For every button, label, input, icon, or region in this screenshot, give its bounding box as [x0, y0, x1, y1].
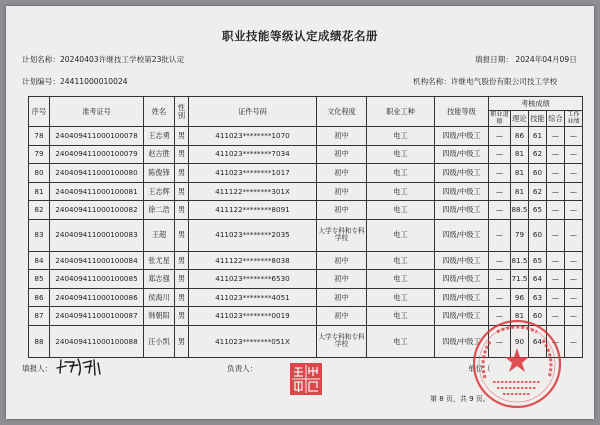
table-row [29, 251, 583, 270]
exam-no-cell: 240409411000100083 [50, 219, 144, 251]
theory-score-cell: 88.5 [511, 201, 529, 220]
gender-cell: 男 [175, 288, 189, 307]
id-no-cell: 411023********7034 [189, 145, 317, 164]
name-cell: 韩朝阳 [144, 307, 175, 326]
table-row [29, 219, 583, 251]
performance-score-cell: — [565, 325, 583, 357]
gender-cell: 男 [175, 145, 189, 164]
education-cell: 初中 [317, 145, 367, 164]
performance-score-cell: — [565, 307, 583, 326]
skill-score-cell: 62 [529, 182, 547, 201]
level-cell: 四级/中级工 [435, 201, 489, 220]
id-no-cell: 411023********051X [189, 325, 317, 357]
education-cell: 初中 [317, 182, 367, 201]
name-cell: 郑志强 [144, 270, 175, 289]
seq-cell: 82 [29, 201, 50, 220]
comprehensive-score-cell: — [547, 307, 565, 326]
comprehensive-score-cell: — [547, 201, 565, 220]
col-id-no: 证件号码 [189, 97, 317, 127]
occupation-cell: 电工 [367, 307, 435, 326]
skill-score-cell: 61 [529, 127, 547, 146]
id-no-cell: 411023********1017 [189, 164, 317, 183]
performance-score-cell: — [565, 182, 583, 201]
seq-cell: 88 [29, 325, 50, 357]
performance-score-cell: — [565, 288, 583, 307]
filler-label: 填报人： [22, 364, 53, 373]
col-ethics: 职业道德 [490, 111, 509, 125]
ethics-score-cell: — [489, 251, 511, 270]
col-theory: 理论 [511, 111, 529, 127]
level-cell: 四级/中级工 [435, 288, 489, 307]
occupation-cell: 电工 [367, 182, 435, 201]
education-cell: 初中 [317, 307, 367, 326]
exam-no-cell: 240409411000100088 [50, 325, 144, 357]
seq-cell: 87 [29, 307, 50, 326]
theory-score-cell: 90 [511, 325, 529, 357]
col-exam-no: 准考证号 [50, 97, 144, 127]
ethics-score-cell: — [489, 288, 511, 307]
comprehensive-score-cell: — [547, 288, 565, 307]
occupation-cell: 电工 [367, 219, 435, 251]
responsible-label: 负责人： [227, 364, 258, 373]
theory-score-cell: 81 [511, 182, 529, 201]
gender-cell: 男 [175, 307, 189, 326]
comprehensive-score-cell: — [547, 145, 565, 164]
id-no-cell: 411023********1070 [189, 127, 317, 146]
occupation-cell: 电工 [367, 145, 435, 164]
gender-cell: 男 [175, 251, 189, 270]
level-cell: 四级/中级工 [435, 164, 489, 183]
skill-score-cell: 65 [529, 201, 547, 220]
skill-score-cell: 60 [529, 307, 547, 326]
col-gender: 性别 [175, 97, 189, 127]
gender-cell: 男 [175, 325, 189, 357]
exam-no-cell: 240409411000100080 [50, 164, 144, 183]
ethics-score-cell: — [489, 127, 511, 146]
ethics-score-cell: — [489, 270, 511, 289]
col-occupation: 职业工种 [367, 97, 435, 127]
skill-score-cell: 64 [529, 270, 547, 289]
comprehensive-score-cell: — [547, 270, 565, 289]
seq-cell: 80 [29, 164, 50, 183]
col-performance: 工作业绩 [565, 111, 583, 127]
seq-cell: 83 [29, 219, 50, 251]
table-row [29, 127, 583, 146]
id-no-cell: 411023********2035 [189, 219, 317, 251]
performance-score-cell: — [565, 145, 583, 164]
name-cell: 王志勇 [144, 127, 175, 146]
skill-score-cell: 60 [529, 164, 547, 183]
performance-score-cell: — [565, 201, 583, 220]
unit-label: 单位（ [468, 364, 491, 373]
filler-signature [54, 354, 104, 378]
exam-no-cell: 240409411000100085 [50, 270, 144, 289]
name-cell: 赵古胜 [144, 145, 175, 164]
table-row [29, 288, 583, 307]
seq-cell: 85 [29, 270, 50, 289]
document-title: 职业技能等级认定成绩花名册 [222, 29, 378, 43]
level-cell: 四级/中级工 [435, 219, 489, 251]
id-no-cell: 411122********8091 [189, 201, 317, 220]
level-cell: 四级/中级工 [435, 127, 489, 146]
exam-no-cell: 240409411000100078 [50, 127, 144, 146]
col-skill: 技能 [529, 111, 547, 127]
ethics-score-cell: — [489, 145, 511, 164]
col-education: 文化程度 [317, 97, 367, 127]
theory-score-cell: 96 [511, 288, 529, 307]
seq-cell: 86 [29, 288, 50, 307]
seq-cell: 84 [29, 251, 50, 270]
theory-score-cell: 81 [511, 145, 529, 164]
occupation-cell: 电工 [367, 325, 435, 357]
col-scores: 考核成绩 [489, 97, 583, 111]
exam-no-cell: 240409411000100082 [50, 201, 144, 220]
theory-score-cell: 71.5 [511, 270, 529, 289]
exam-no-cell: 240409411000100081 [50, 182, 144, 201]
col-seq: 序号 [29, 97, 50, 127]
occupation-cell: 电工 [367, 270, 435, 289]
plan-number: 计划编号：24411000010024 [22, 77, 128, 86]
ethics-score-cell: — [489, 182, 511, 201]
ethics-score-cell: — [489, 325, 511, 357]
comprehensive-score-cell: — [547, 251, 565, 270]
gender-cell: 男 [175, 201, 189, 220]
performance-score-cell: — [565, 219, 583, 251]
education-cell: 初中 [317, 251, 367, 270]
seq-cell: 81 [29, 182, 50, 201]
id-no-cell: 411023********4051 [189, 288, 317, 307]
organization-name: 机构名称：许继电气股份有限公司技工学校 [413, 77, 558, 86]
occupation-cell: 电工 [367, 164, 435, 183]
ethics-score-cell: — [489, 307, 511, 326]
id-no-cell: 411023********0019 [189, 307, 317, 326]
level-cell: 四级/中级工 [435, 182, 489, 201]
occupation-cell: 电工 [367, 251, 435, 270]
occupation-cell: 电工 [367, 201, 435, 220]
exam-no-cell: 240409411000100087 [50, 307, 144, 326]
performance-score-cell: — [565, 270, 583, 289]
occupation-cell: 电工 [367, 127, 435, 146]
comprehensive-score-cell: — [547, 325, 565, 357]
name-cell: 汪小凯 [144, 325, 175, 357]
gender-cell: 男 [175, 164, 189, 183]
skill-score-cell: 62 [529, 145, 547, 164]
level-cell: 四级/中级工 [435, 270, 489, 289]
id-no-cell: 411122********8038 [189, 251, 317, 270]
name-cell: 陈俊锋 [144, 164, 175, 183]
performance-score-cell: — [565, 164, 583, 183]
gender-cell: 男 [175, 182, 189, 201]
theory-score-cell: 79 [511, 219, 529, 251]
level-cell: 四级/中级工 [435, 145, 489, 164]
plan-name: 计划名称：20240403许继技工学校第23批认定 [22, 55, 185, 64]
education-cell: 初中 [317, 270, 367, 289]
education-cell: 大学专科和专科学校 [317, 325, 367, 357]
table-row [29, 145, 583, 164]
id-no-cell: 411023********6530 [189, 270, 317, 289]
performance-score-cell: — [565, 127, 583, 146]
education-cell: 初中 [317, 288, 367, 307]
theory-score-cell: 81 [511, 307, 529, 326]
occupation-cell: 电工 [367, 288, 435, 307]
name-cell: 张尤星 [144, 251, 175, 270]
table-row [29, 164, 583, 183]
ethics-score-cell: — [489, 164, 511, 183]
col-name: 姓名 [144, 97, 175, 127]
page-info: 第 8 页，共 9 页。 [430, 395, 490, 403]
education-cell: 初中 [317, 164, 367, 183]
skill-score-cell: 63 [529, 288, 547, 307]
comprehensive-score-cell: — [547, 164, 565, 183]
name-cell: 侯海川 [144, 288, 175, 307]
ethics-score-cell: — [489, 219, 511, 251]
fill-date: 填报日期： 2024年04月09日 [475, 55, 577, 64]
education-cell: 初中 [317, 201, 367, 220]
seq-cell: 79 [29, 145, 50, 164]
performance-score-cell: — [565, 251, 583, 270]
level-cell: 四级/中级工 [435, 307, 489, 326]
level-cell: 四级/中级工 [435, 325, 489, 357]
col-level: 技能等级 [435, 97, 489, 127]
skill-score-cell: 60 [529, 219, 547, 251]
name-cell: 王超 [144, 219, 175, 251]
exam-no-cell: 240409411000100086 [50, 288, 144, 307]
gender-cell: 男 [175, 270, 189, 289]
id-no-cell: 411122********301X [189, 182, 317, 201]
name-cell: 王志辉 [144, 182, 175, 201]
col-comprehensive: 综合 [547, 111, 565, 127]
theory-score-cell: 81 [511, 164, 529, 183]
table-row [29, 182, 583, 201]
personal-seal-stamp [289, 362, 323, 396]
exam-no-cell: 240409411000100084 [50, 251, 144, 270]
name-cell: 徐二浩 [144, 201, 175, 220]
gender-cell: 男 [175, 127, 189, 146]
ethics-score-cell: — [489, 201, 511, 220]
level-cell: 四级/中级工 [435, 251, 489, 270]
education-cell: 初中 [317, 127, 367, 146]
skill-score-cell: 64 [529, 325, 547, 357]
education-cell: 大学专科和专科学校 [317, 219, 367, 251]
exam-no-cell: 240409411000100079 [50, 145, 144, 164]
document-page [6, 6, 594, 419]
theory-score-cell: 86 [511, 127, 529, 146]
theory-score-cell: 81.5 [511, 251, 529, 270]
skill-score-cell: 65 [529, 251, 547, 270]
comprehensive-score-cell: — [547, 182, 565, 201]
table-row [29, 201, 583, 220]
gender-cell: 男 [175, 219, 189, 251]
comprehensive-score-cell: — [547, 219, 565, 251]
table-row [29, 270, 583, 289]
seq-cell: 78 [29, 127, 50, 146]
comprehensive-score-cell: — [547, 127, 565, 146]
